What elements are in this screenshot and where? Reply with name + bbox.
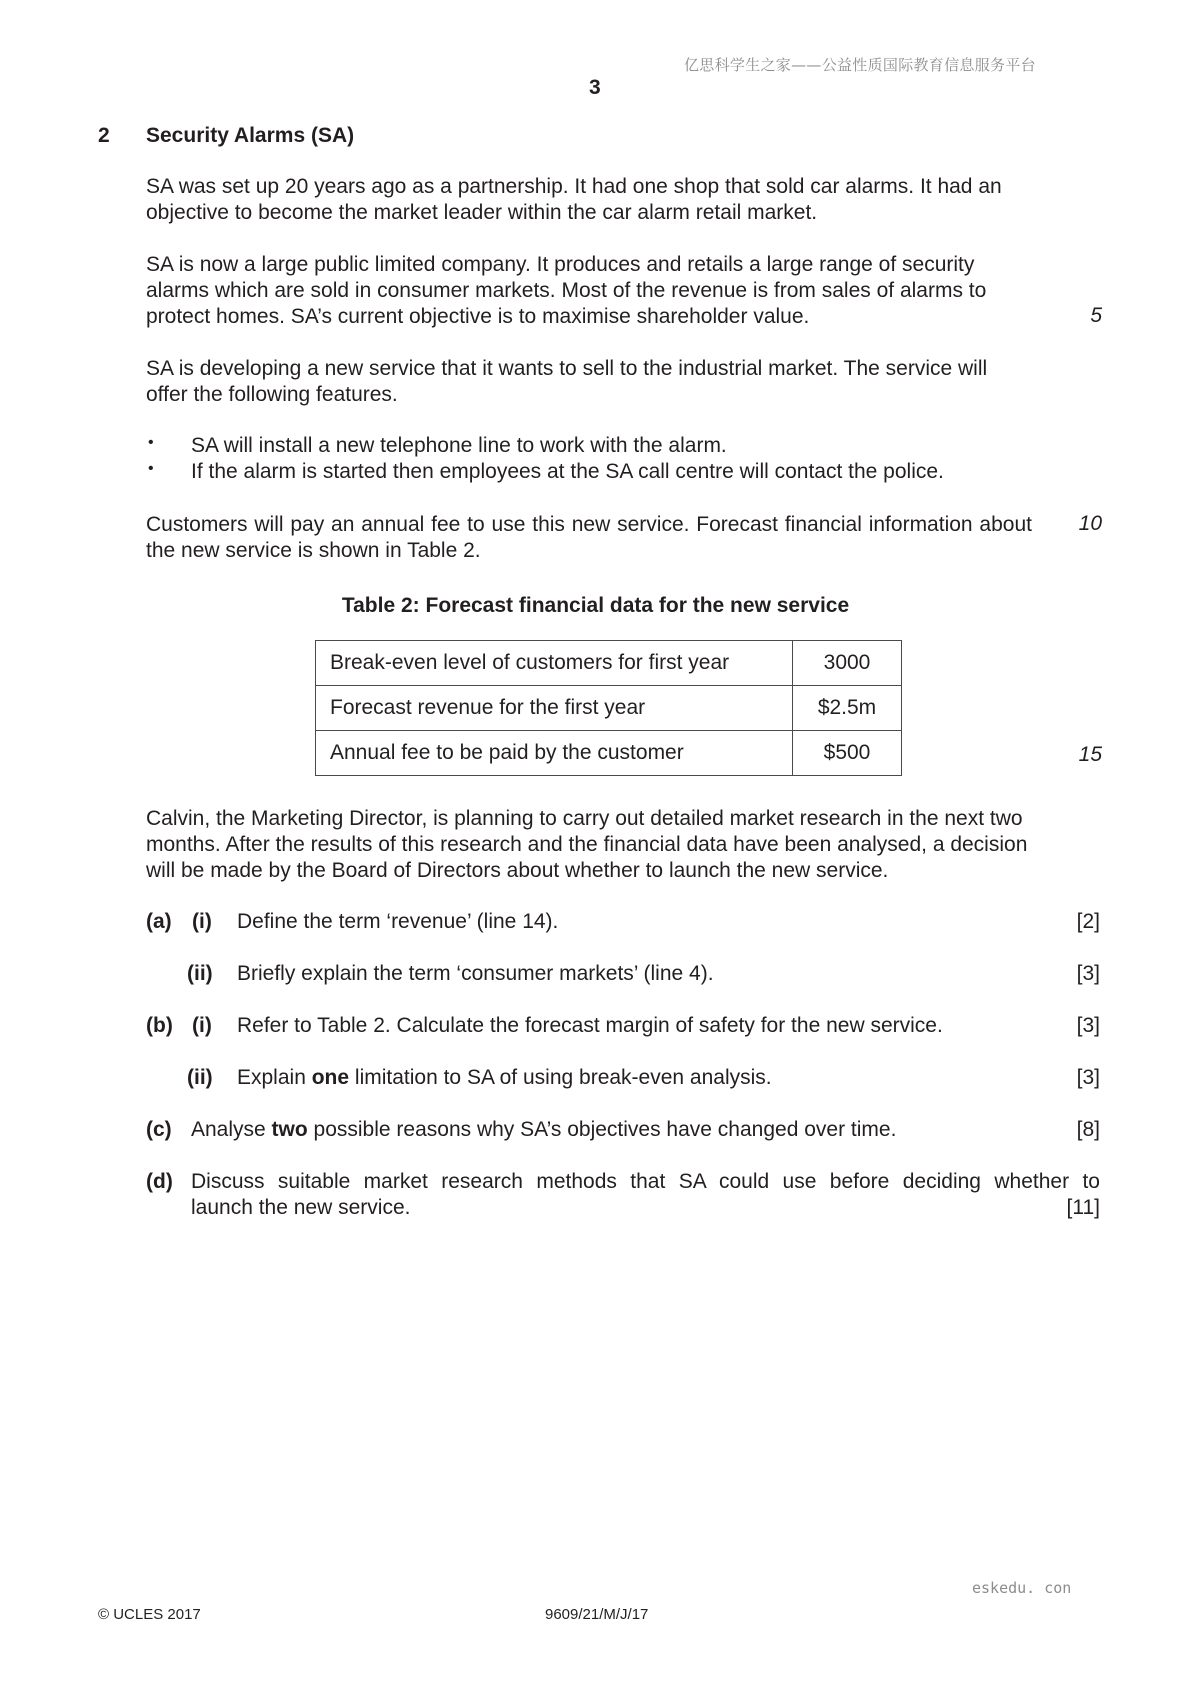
subpart-label-i: (i) bbox=[192, 910, 212, 933]
question-c-emphasis: two bbox=[271, 1118, 308, 1141]
paragraph-annual-fee: Customers will pay an annual fee to use this new service. Forecast financial information about the new service is shown in Table 2. bbox=[146, 513, 1032, 562]
question-number: 2 bbox=[98, 124, 110, 147]
part-label-b: (b) bbox=[146, 1014, 173, 1037]
table-cell-value: $2.5m bbox=[793, 686, 902, 731]
question-title: Security Alarms (SA) bbox=[146, 124, 355, 147]
paragraph-history: SA was set up 20 years ago as a partnership. It had one shop that sold car alarms. It had an objective to become the market leader within the car alarm retail market. bbox=[146, 175, 1002, 224]
paragraph-current-company: SA is now a large public limited company. It produces and retails a large range of security alarms which are sold in consumer markets. Most of the revenue is from sales of alarms to protect homes. SA’s current objective is to maximise shareholder value. bbox=[146, 253, 987, 328]
table-row bbox=[316, 641, 902, 686]
bullet-item-telephone: SA will install a new telephone line to work with the alarm. bbox=[191, 434, 727, 457]
question-b-ii-text bbox=[237, 1066, 772, 1090]
paragraph-market-research: Calvin, the Marketing Director, is planning to carry out detailed market research in the next two months. After the results of this research and the financial data have been analysed, a decision will be made by the Board of Directors about whether to launch the new service. bbox=[146, 807, 1028, 882]
question-a-i-text: Define the term ‘revenue’ (line 14). bbox=[237, 910, 559, 933]
part-label-d: (d) bbox=[146, 1170, 173, 1193]
question-c-post: possible reasons why SA’s objectives have changed over time. bbox=[307, 1118, 897, 1141]
question-d-line-2: launch the new service. bbox=[191, 1196, 411, 1219]
footer-copyright: © UCLES 2017 bbox=[98, 1606, 201, 1623]
question-b-ii-emphasis: one bbox=[311, 1066, 350, 1089]
forecast-data-table bbox=[315, 640, 902, 776]
marks-a-i: [2] bbox=[1076, 910, 1100, 933]
table-cell-value: $500 bbox=[793, 731, 902, 776]
marks-b-i: [3] bbox=[1076, 1014, 1100, 1037]
bullet-marker: • bbox=[148, 460, 154, 477]
part-label-a: (a) bbox=[146, 910, 172, 933]
watermark-text: 亿思科学生之家——公益性质国际教育信息服务平台 bbox=[684, 56, 1036, 74]
site-watermark: eskedu. con bbox=[972, 1579, 1072, 1597]
page-number: 3 bbox=[589, 76, 601, 99]
line-number-15: 15 bbox=[1078, 743, 1102, 766]
line-number-5: 5 bbox=[1090, 304, 1102, 327]
table-cell-label: Break-even level of customers for first year bbox=[316, 641, 793, 686]
marks-c: [8] bbox=[1076, 1118, 1100, 1141]
table-row bbox=[316, 686, 902, 731]
part-label-c: (c) bbox=[146, 1118, 172, 1141]
question-b-ii-pre: Explain bbox=[237, 1066, 312, 1089]
marks-b-ii: [3] bbox=[1076, 1066, 1100, 1089]
table-row bbox=[316, 731, 902, 776]
paragraph-new-service: SA is developing a new service that it wants to sell to the industrial market. The service will offer the following features. bbox=[146, 357, 988, 406]
bullet-item-police: If the alarm is started then employees at the SA call centre will contact the police. bbox=[191, 460, 944, 483]
question-b-ii-post: limitation to SA of using break-even analysis. bbox=[349, 1066, 772, 1089]
table-cell-label: Forecast revenue for the first year bbox=[316, 686, 793, 731]
subpart-label-i: (i) bbox=[192, 1014, 212, 1037]
question-c-text bbox=[191, 1118, 896, 1142]
line-number-10: 10 bbox=[1078, 512, 1102, 535]
table-cell-value: 3000 bbox=[793, 641, 902, 686]
table-caption: Table 2: Forecast financial data for the new service bbox=[341, 594, 850, 617]
marks-d: [11] bbox=[1066, 1196, 1100, 1219]
footer-paper-code: 9609/21/M/J/17 bbox=[545, 1606, 649, 1623]
question-a-ii-text: Briefly explain the term ‘consumer markets’ (line 4). bbox=[237, 962, 714, 985]
table-cell-label: Annual fee to be paid by the customer bbox=[316, 731, 793, 776]
question-d-line-1: Discuss suitable market research methods that SA could use before deciding whether to bbox=[191, 1170, 1100, 1193]
question-c-pre: Analyse bbox=[191, 1118, 272, 1141]
marks-a-ii: [3] bbox=[1076, 962, 1100, 985]
subpart-label-ii: (ii) bbox=[187, 962, 213, 985]
bullet-marker: • bbox=[148, 434, 154, 451]
question-b-i-text: Refer to Table 2. Calculate the forecast margin of safety for the new service. bbox=[237, 1014, 943, 1037]
subpart-label-ii: (ii) bbox=[187, 1066, 213, 1089]
